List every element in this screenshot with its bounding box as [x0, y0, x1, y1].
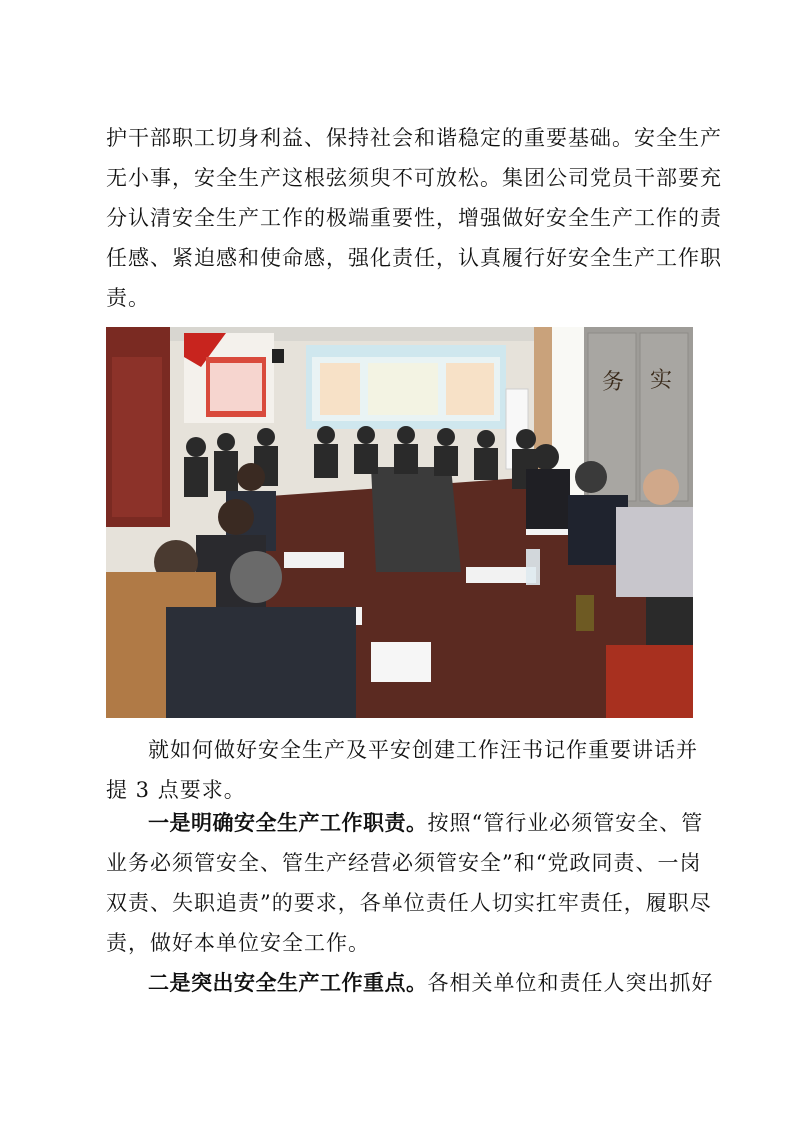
- svg-text:务: 务: [602, 370, 625, 395]
- point-one-heading: 一是明确安全生产工作职责。: [148, 811, 428, 835]
- text-line: 无小事，安全生产这根弦须臾不可放松。集团公司党员干部要充: [106, 166, 722, 190]
- text-line: 责。: [106, 286, 150, 310]
- text-span: 各相关单位和责任人突出抓好: [427, 971, 714, 995]
- text-line: [106, 803, 704, 843]
- text-line: 提 3 点要求。: [106, 778, 246, 802]
- paragraph-intro: [106, 118, 722, 318]
- text-line: 双责、失职追责”的要求，各单位责任人切实扛牢责任，履职尽: [106, 891, 712, 915]
- svg-text:实: 实: [650, 368, 673, 393]
- text-line: 责，做好本单位安全工作。: [106, 931, 370, 955]
- meeting-photo: [106, 327, 693, 718]
- point-two-heading: 二是突出安全生产工作重点。: [148, 971, 428, 995]
- paragraph-point-two: [106, 963, 714, 1003]
- paragraph-point-one: [106, 803, 712, 963]
- meeting-photo-illustration: [106, 327, 693, 718]
- text-line: 业务必须管安全、管生产经营必须管安全”和“党政同责、一岗: [106, 851, 702, 875]
- text-span: 按照“管行业必须管安全、管: [427, 811, 704, 835]
- photo-caption: [106, 730, 696, 810]
- text-line: 分认清安全生产工作的极端重要性，增强做好安全生产工作的责: [106, 206, 722, 230]
- text-line: [106, 963, 714, 1003]
- text-line: 任感、紧迫感和使命感，强化责任，认真履行好安全生产工作职: [106, 246, 722, 270]
- text-line: 护干部职工切身利益、保持社会和谐稳定的重要基础。安全生产: [106, 126, 722, 150]
- text-line: 就如何做好安全生产及平安创建工作汪书记作重要讲话并: [148, 738, 698, 762]
